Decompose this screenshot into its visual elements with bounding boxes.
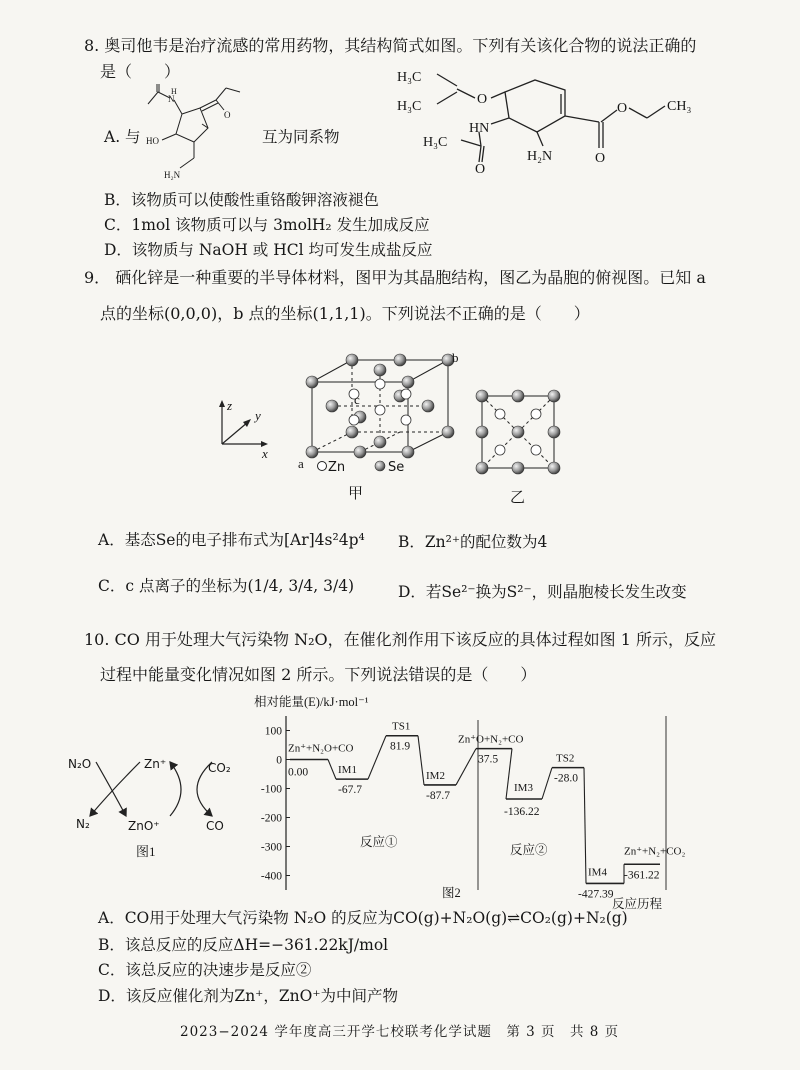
small-n-label: N xyxy=(168,94,175,104)
q8-oseltamivir-structure xyxy=(395,62,715,174)
energy-value-label-1: -67.7 xyxy=(338,784,362,797)
point-c-label: c xyxy=(354,392,360,407)
q10-option-d[interactable]: D．该反应催化剂为Zn⁺，ZnO⁺为中间产物 xyxy=(98,987,399,1005)
energy-connector-2 xyxy=(368,736,386,779)
region-label-2: 反应② xyxy=(510,843,548,857)
q10-energy-diagram xyxy=(240,692,710,914)
energy-value-label-5: -136.22 xyxy=(504,806,540,819)
fig1-caption: 图1 xyxy=(136,844,156,859)
q10-option-b[interactable]: B．该总反应的反应ΔH=−361.22kJ/mol xyxy=(98,936,389,954)
y-tick-label-4: -300 xyxy=(260,841,282,854)
energy-connector-3 xyxy=(418,736,424,785)
energy-value-label-7: -427.39 xyxy=(578,888,614,901)
energy-value-label-6: -28.0 xyxy=(554,772,578,785)
struct-ch3: CH₃ xyxy=(667,99,692,114)
q9-option-d[interactable]: D．若Se²⁻换为S²⁻，则晶胞棱长发生改变 xyxy=(398,583,687,601)
q9-stem-line2: 点的坐标(0,0,0)，b 点的坐标(1,1,1)。下列说法不正确的是（ ） xyxy=(100,304,590,323)
page-footer: 2023−2024 学年度高三开学七校联考化学试题 第 3 页 共 8 页 xyxy=(180,1024,620,1040)
q8-option-b[interactable]: B．该物质可以使酸性重铬酸钾溶液褪色 xyxy=(104,191,379,209)
axis-z-label: z xyxy=(227,398,233,413)
point-a-label: a xyxy=(298,456,304,471)
point-b-label: b xyxy=(452,350,459,365)
struct-ester-o: O xyxy=(617,101,628,116)
struct-carbonyl-o: O xyxy=(595,151,606,166)
q9-option-c[interactable]: C．c 点离子的坐标为(1/4, 3/4, 3/4) xyxy=(98,577,355,595)
q8-option-a-prefix[interactable]: A. 与 xyxy=(104,128,141,146)
q10-stem-line2: 过程中能量变化情况如图 2 所示。下列说法错误的是（ ） xyxy=(100,665,537,684)
state-name-label-5: IM3 xyxy=(514,782,533,795)
legend-zn-marker xyxy=(318,462,327,471)
q9-stem-line1 xyxy=(84,268,706,288)
struct-h3c-2: H₃C xyxy=(397,99,422,114)
struct-h2n: H₂N xyxy=(527,149,553,164)
fig-yi-caption: 乙 xyxy=(510,490,526,506)
energy-value-label-4: 37.5 xyxy=(478,753,499,766)
q9-unit-cell-jia xyxy=(290,340,470,506)
q10-number: 10. xyxy=(84,630,110,649)
struct-h3c-1: H₃C xyxy=(397,70,422,85)
q10-option-a[interactable]: A．CO用于处理大气污染物 N₂O 的反应为CO(g)+N₂O(g)⇌CO₂(g)+N₂(g) xyxy=(98,909,628,927)
small-o-label: O xyxy=(224,110,231,120)
fig1-co: CO xyxy=(206,819,224,833)
state-name-label-4: Zn⁺O+N₂+CO xyxy=(458,733,524,746)
state-name-label-1: IM1 xyxy=(338,764,357,777)
axis-y-label: y xyxy=(255,408,261,423)
small-h2n-label: H₂N xyxy=(164,170,181,180)
q8-stem-text: 奥司他韦是治疗流感的常用药物，其结构简式如图。下列有关该化合物的说法正确的 xyxy=(104,36,697,55)
state-name-label-0: Zn⁺+N₂O+CO xyxy=(288,742,354,755)
y-tick-label-2: -100 xyxy=(260,783,282,796)
q10-stem-text: CO 用于处理大气污染物 N₂O，在催化剂作用下该反应的具体过程如图 1 所示，反应 xyxy=(114,630,716,649)
y-tick-label-5: -400 xyxy=(260,870,282,883)
chart-title: 图2 xyxy=(442,886,461,900)
energy-connector-7 xyxy=(584,768,586,884)
energy-connector-1 xyxy=(328,760,336,780)
fig1-zno-plus: ZnO⁺ xyxy=(128,819,160,833)
fig1-n2: N₂ xyxy=(76,817,90,831)
q9-option-b[interactable]: B．Zn²⁺的配位数为4 xyxy=(398,533,548,551)
legend-se-label: Se xyxy=(388,460,405,475)
q8-option-c[interactable]: C．1mol 该物质可以与 3molH₂ 发生加成反应 xyxy=(104,216,430,234)
axis-x-label: x xyxy=(262,446,268,461)
struct-ether-o: O xyxy=(477,92,488,107)
q9-number: 9． xyxy=(84,268,111,287)
small-h-label: H xyxy=(171,87,177,96)
q8-option-a-suffix[interactable]: 互为同系物 xyxy=(262,128,340,146)
state-name-label-7: IM4 xyxy=(588,866,607,879)
energy-value-label-0: 0.00 xyxy=(288,766,309,779)
q10-fig1-cycle xyxy=(62,750,252,860)
struct-amide-o: O xyxy=(475,162,486,174)
q9-top-view-yi xyxy=(470,380,570,510)
q10-stem-line1 xyxy=(84,630,716,650)
q8-small-structure xyxy=(140,84,260,184)
q8-number: 8. xyxy=(84,36,100,55)
energy-connector-4 xyxy=(456,749,476,785)
energy-value-label-8: -361.22 xyxy=(624,869,660,882)
fig-jia-caption: 甲 xyxy=(348,486,364,502)
legend-zn-label: Zn xyxy=(328,460,346,475)
q9-option-a[interactable]: A．基态Se的电子排布式为[Ar]4s²4p⁴ xyxy=(98,531,365,549)
struct-hn: HN xyxy=(469,121,490,136)
energy-value-label-3: -87.7 xyxy=(426,789,450,802)
q8-option-d[interactable]: D．该物质与 NaOH 或 HCl 均可发生成盐反应 xyxy=(104,241,433,259)
y-tick-label-0: 100 xyxy=(264,725,282,738)
q10-option-c[interactable]: C．该总反应的决速步是反应② xyxy=(98,961,312,979)
fig1-zn-plus: Zn⁺ xyxy=(144,757,167,771)
q8-stem-line2: 是（ ） xyxy=(100,62,181,81)
state-name-label-6: TS2 xyxy=(556,752,575,765)
region-label-1: 反应① xyxy=(360,835,398,849)
legend-se-marker xyxy=(375,461,385,471)
energy-connector-6 xyxy=(542,768,552,799)
chart-xlabel: 反应历程 xyxy=(612,897,663,911)
q8-stem-line1 xyxy=(84,36,696,56)
energy-connector-5 xyxy=(506,749,512,799)
fig1-co2: CO₂ xyxy=(208,761,231,775)
q9-stem-text: 硒化锌是一种重要的半导体材料，图甲为其晶胞结构，图乙为晶胞的俯视图。已知 a xyxy=(115,268,706,287)
fig1-n2o: N₂O xyxy=(68,757,92,771)
state-name-label-3: IM2 xyxy=(426,769,445,782)
struct-h3c-3: H₃C xyxy=(423,135,448,150)
small-ho-label: HO xyxy=(146,136,159,146)
y-tick-label-3: -200 xyxy=(260,812,282,825)
chart-ylabel: 相对能量(E)/kJ·mol⁻¹ xyxy=(254,695,369,709)
y-tick-label-1: 0 xyxy=(276,754,282,767)
state-name-label-8: Zn⁺+N₂+CO₂ xyxy=(624,845,686,858)
energy-value-label-2: 81.9 xyxy=(390,740,411,753)
q9-axes xyxy=(200,392,280,462)
state-name-label-2: TS1 xyxy=(392,720,411,733)
